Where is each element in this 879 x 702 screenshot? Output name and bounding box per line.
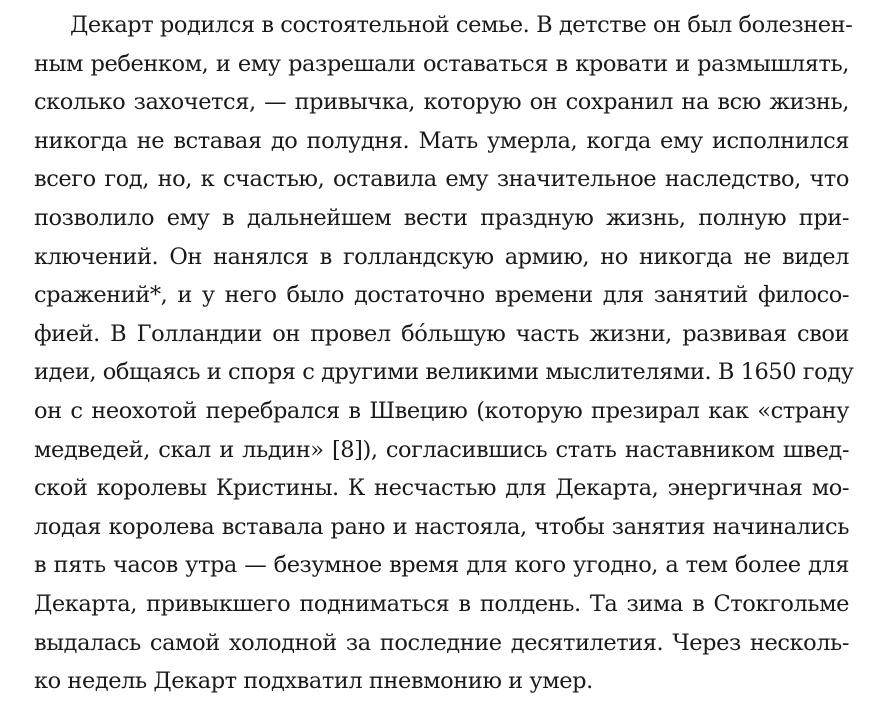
text-line: ным ребенком, и ему разрешали оставаться в кровати и размышлять, <box>34 50 849 77</box>
text-line: ко недель Декарт подхватил пневмонию и умер. <box>34 668 593 695</box>
text-page <box>34 6 854 701</box>
text-line: в пять часов утра — безумное время для кого угодно, а тем более для <box>34 552 849 579</box>
text-line: сражений*, и у него было достаточно времени для занятий филосо- <box>34 282 849 309</box>
text-line: Декарта, привыкшего подниматься в полдень. Та зима в Стокгольме <box>34 590 849 617</box>
text-line: ключений. Он нанялся в голландскую армию, но никогда не видел <box>34 243 849 270</box>
text-line: он с неохотой перебрался в Швецию (которую презирал как «страну <box>34 397 849 424</box>
text-line: позволило ему в дальнейшем вести праздную жизнь, полную при- <box>34 204 849 231</box>
text-line: медведей, скал и льдин» [8]), согласившись стать наставником швед- <box>34 436 849 463</box>
text-line: Декарт родился в состоятельной семье. В детстве он был болезнен- <box>70 12 853 38</box>
text-line: никогда не вставая до полудня. Мать умерла, когда ему исполнился <box>34 127 849 154</box>
text-line: идеи, общаясь и споря с другими великими мыслителями. В 1650 году <box>34 359 854 386</box>
text-line: лодая королева вставала рано и настояла, чтобы занятия начинались <box>34 513 849 540</box>
text-line: сколько захочется, — привычка, которую он сохранил на всю жизнь, <box>34 89 849 116</box>
text-line: выдалась самой холодной за последние десятилетия. Через несколь- <box>34 629 849 656</box>
body-paragraph <box>34 6 854 701</box>
text-line: ской королевы Кристины. К несчастью для Декарта, энергичная мо- <box>34 475 849 502</box>
text-line: фией. В Голландии он провел бóльшую часть жизни, развивая свои <box>34 320 849 347</box>
text-line: всего год, но, к счастью, оставила ему значительное наследство, что <box>34 166 849 193</box>
